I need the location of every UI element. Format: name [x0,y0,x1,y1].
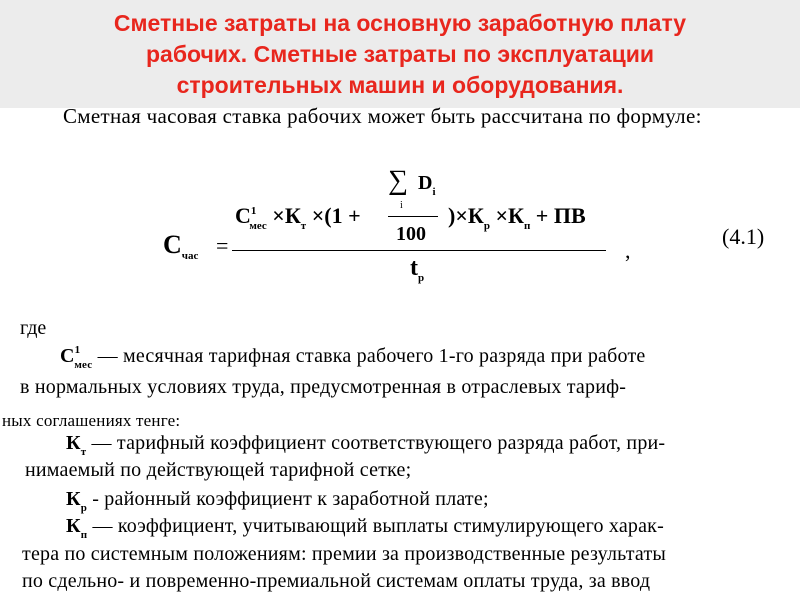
c-subscript: мес [74,359,93,371]
def-line-1 [60,344,646,371]
inner-fraction-line [388,216,438,217]
def-line-6-text: - районный коэффициент к заработной плате; [92,488,489,510]
d-symbol: D [418,172,433,194]
numerator-row-right [448,203,586,232]
lhs-subscript: час [181,250,199,262]
close-paren: )× [448,203,468,228]
c-symbol: С [60,345,75,367]
def-line-8: тера по системным положениям: премии за производственные результаты [22,543,667,565]
title-line-3: строительных машин и оборудования. [176,72,624,98]
kt-symbol: К [284,203,301,228]
kt-symbol: К [66,432,81,454]
def-line-3: ных соглашениях тенге: [2,411,181,430]
numerator-row [235,203,361,232]
where-label: где [20,317,47,339]
times-3: × [495,203,508,228]
kt-subscript: т [80,446,87,458]
kp-symbol: К [467,203,484,228]
c-subscript: мес [249,220,267,232]
intro-text: Сметная часовая ставка рабочих может быть рассчитана по формуле: [63,104,702,128]
sum-symbol: ∑ [388,165,408,196]
lhs-symbol: С [163,230,182,259]
kn-symbol: К [66,515,81,537]
formula-lhs [163,230,198,260]
def-line-2: в нормальных условиях труда, предусмотренная в отраслевых тариф- [20,376,627,398]
plus-pv: + ПВ [535,203,586,228]
def-line-1-text: — месячная тарифная ставка рабочего 1-го разряда при работе [97,345,646,367]
c-symbol: С [235,203,251,228]
kp-subscript: р [483,220,490,232]
slide-title [20,8,780,101]
open-paren: (1 + [324,203,361,228]
denominator [410,255,424,282]
def-line-6 [66,488,489,514]
kp-symbol: К [66,488,81,510]
def-line-4 [66,432,666,458]
times-1: × [272,203,285,228]
title-line-1: Сметные затраты на основную заработную плату [113,10,687,36]
formula-comma: , [625,238,631,263]
def-line-5: нимаемый по действующей тарифной сетке; [25,459,412,481]
c-superscript: 1 [74,344,81,356]
kp-subscript: р [80,502,88,514]
def-line-9: по сдельно- и повременно-премиальной системам оплаты труда, за ввод [22,570,651,592]
hundred: 100 [396,223,426,245]
c-superscript: 1 [250,205,257,217]
def-line-7 [66,515,664,541]
formula-number: (4.1) [722,224,765,249]
kn-symbol: К [508,203,524,228]
def-line-7-text: — коэффициент, учитывающий выплаты стимулирующего харак- [92,515,664,537]
kn-subscript: п [80,529,88,541]
sum-d [418,172,436,198]
title-line-2: рабочих. Сметные затраты по эксплуатации [146,41,654,67]
main-fraction-line [232,250,606,251]
times-2: × [311,203,325,228]
sum-index: i [400,200,403,211]
kn-subscript: п [523,220,531,232]
formula-block [0,160,800,300]
def-line-4-text: — тарифный коэффициент соответствующего разряда работ, при- [91,432,666,454]
t-symbol: t [410,255,418,281]
t-subscript: р [418,272,425,284]
kt-subscript: т [300,220,307,232]
d-subscript: i [432,186,436,198]
formula-equals: = [216,233,229,258]
